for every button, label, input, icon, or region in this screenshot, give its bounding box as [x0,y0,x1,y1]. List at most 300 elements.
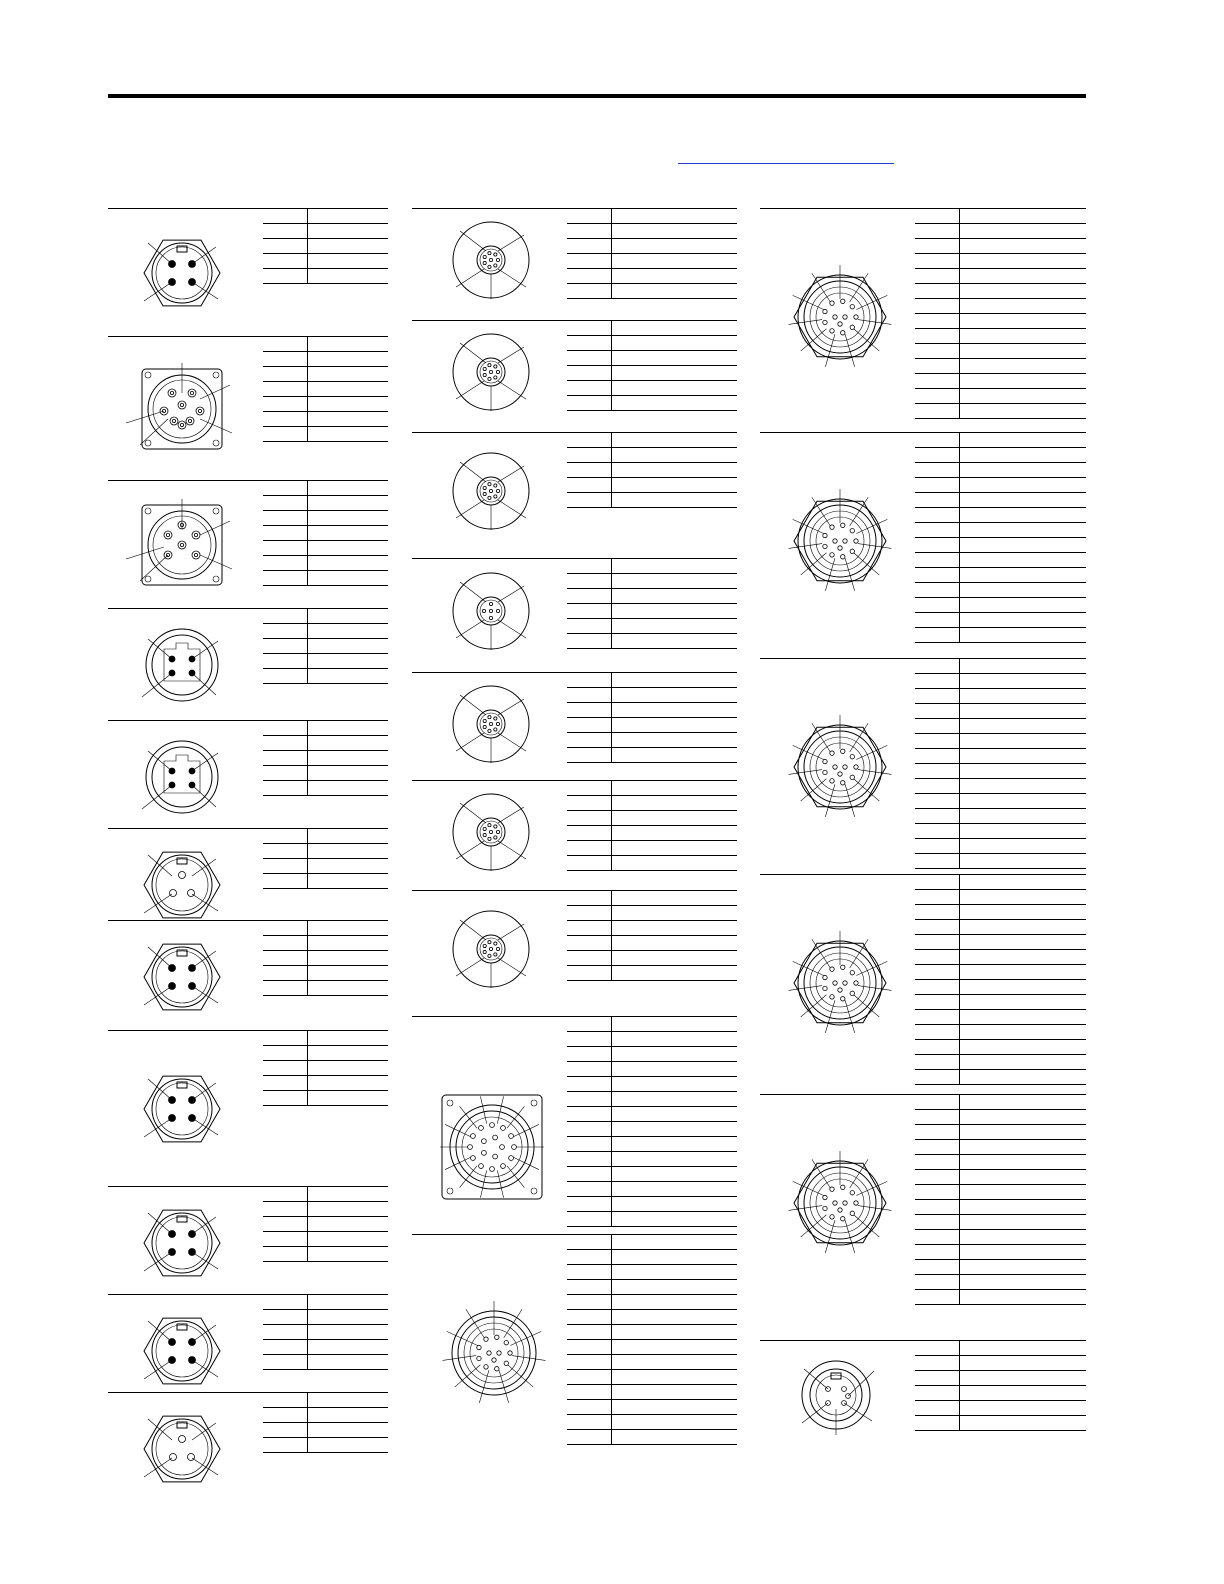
pin-cell [263,1232,308,1247]
pin-cell [567,1265,612,1280]
signal-cell [612,224,738,239]
signal-cell [612,1430,738,1445]
signal-cell [612,1295,738,1310]
signal-cell [612,351,738,366]
signal-cell [960,980,1087,995]
signal-cell [960,1401,1087,1416]
pin-cell [567,1280,612,1295]
pinout-row [567,1340,737,1355]
pin-cell [915,1040,960,1055]
signal-cell [612,921,738,936]
pin-cell [915,433,960,448]
pinout-row [915,854,1086,869]
signal-cell [612,1325,738,1340]
pinout-row [915,448,1086,463]
pinout-row [263,367,388,382]
pin-cell [567,1340,612,1355]
pinout-table [263,921,388,996]
pinout-row [915,1260,1086,1275]
pin-cell [567,1212,612,1227]
pinout-row [915,1245,1086,1260]
pin-cell [263,1076,308,1091]
pinout-row [567,478,737,493]
pin-cell [915,448,960,463]
pinout-row [915,1401,1086,1416]
pinout-row [915,1341,1086,1356]
pin-cell [567,811,612,826]
pin-cell [915,224,960,239]
connector-block-c2-1 [412,208,737,321]
signal-cell [960,1275,1087,1290]
signal-cell [612,1017,738,1032]
pinout-table [567,673,737,763]
pin-cell [567,493,612,508]
connector-block-c3-2 [760,432,1086,659]
pin-cell [915,995,960,1010]
signal-cell [308,1310,389,1325]
pinout-row [915,734,1086,749]
pinout-table [567,209,737,299]
pinout-row [263,209,388,224]
pinout-row [915,824,1086,839]
pinout-row [567,1182,737,1197]
signal-cell [612,589,738,604]
pin-cell [567,351,612,366]
pin-cell [567,733,612,748]
pinout-row [915,359,1086,374]
signal-cell [308,1438,389,1453]
pinout-row [915,1055,1086,1070]
pinout-row [915,719,1086,734]
pinout-row [567,1325,737,1340]
pinout-table [915,209,1086,419]
signal-cell [960,583,1087,598]
pin-cell [915,1185,960,1200]
signal-cell [612,1400,738,1415]
signal-cell [960,890,1087,905]
pinout-table [915,875,1086,1085]
pinout-row [915,478,1086,493]
signal-cell [612,493,738,508]
pin-cell [263,382,308,397]
signal-cell [960,284,1087,299]
pinout-row [263,1061,388,1076]
pinout-row [567,826,737,841]
signal-cell [960,1260,1087,1275]
pin-cell [915,344,960,359]
pin-cell [567,906,612,921]
connector-block-c1-7 [108,920,388,1031]
pinout-row [567,1295,737,1310]
signal-cell [308,1295,389,1310]
pin-cell [915,854,960,869]
signal-cell [960,659,1087,674]
pin-cell [915,239,960,254]
signal-cell [612,1415,738,1430]
pin-cell [263,1247,308,1262]
pinout-row [915,905,1086,920]
pinout-row [567,239,737,254]
pinout-row [263,526,388,541]
pin-cell [915,568,960,583]
signal-cell [960,568,1087,583]
pinout-row [567,269,737,284]
pin-cell [263,751,308,766]
signal-cell [612,1250,738,1265]
pin-cell [263,981,308,996]
signal-cell [612,688,738,703]
signal-cell [960,1245,1087,1260]
pinout-row [567,748,737,763]
signal-cell [308,427,389,442]
pinout-row [915,209,1086,224]
pinout-row [915,314,1086,329]
pinout-row [915,1356,1086,1371]
signal-cell [612,321,738,336]
pin-cell [567,209,612,224]
pinout-row [915,995,1086,1010]
pin-cell [567,433,612,448]
pin-cell [915,583,960,598]
signal-cell [960,1416,1087,1431]
signal-cell [308,766,389,781]
pinout-row [567,1152,737,1167]
pin-cell [567,284,612,299]
pinout-row [915,1230,1086,1245]
pinout-row [915,1200,1086,1215]
pin-cell [915,920,960,935]
signal-cell [612,1310,738,1325]
signal-cell [308,511,389,526]
signal-cell [960,1155,1087,1170]
pinout-row [567,589,737,604]
signal-cell [960,1055,1087,1070]
pinout-row [263,1438,388,1453]
pinout-row [567,841,737,856]
pin-cell [263,781,308,796]
signal-cell [612,1197,738,1212]
pinout-row [915,344,1086,359]
pin-cell [915,794,960,809]
pinout-row [915,284,1086,299]
pin-cell [567,1077,612,1092]
signal-cell [308,1355,389,1370]
signal-cell [612,951,738,966]
pinout-row [263,1076,388,1091]
signal-cell [612,826,738,841]
pin-cell [915,1215,960,1230]
pin-cell [915,1341,960,1356]
pin-cell [915,1055,960,1070]
pin-cell [915,463,960,478]
pinout-row [263,496,388,511]
signal-cell [612,1032,738,1047]
pinout-row [567,1092,737,1107]
pin-cell [567,1250,612,1265]
signal-cell [612,284,738,299]
pin-cell [915,875,960,890]
signal-cell [960,613,1087,628]
pin-cell [915,1155,960,1170]
pinout-row [915,553,1086,568]
pin-cell [263,1031,308,1046]
pinout-row [567,1062,737,1077]
pin-cell [263,337,308,352]
pin-cell [567,966,612,981]
pin-cell [263,624,308,639]
signal-cell [612,1062,738,1077]
signal-cell [612,478,738,493]
signal-cell [960,209,1087,224]
pin-cell [567,1355,612,1370]
pin-cell [263,766,308,781]
signal-cell [612,748,738,763]
signal-cell [612,1152,738,1167]
signal-cell [308,337,389,352]
pin-cell [915,538,960,553]
signal-cell [308,1393,389,1408]
pinout-table [567,781,737,871]
pinout-row [567,951,737,966]
pin-cell [567,1017,612,1032]
signal-cell [960,239,1087,254]
signal-cell [960,1170,1087,1185]
pinout-row [915,704,1086,719]
pin-cell [915,1245,960,1260]
signal-cell [612,336,738,351]
signal-cell [960,1185,1087,1200]
pinout-table [263,1031,388,1106]
connector-block-c3-1 [760,208,1086,433]
pinout-row [915,779,1086,794]
pin-cell [567,239,612,254]
connector-block-c1-2 [108,336,388,481]
pinout-row [567,1235,737,1250]
pin-cell [263,609,308,624]
pinout-row [567,796,737,811]
pinout-row [263,1046,388,1061]
pin-cell [567,1152,612,1167]
pinout-row [567,559,737,574]
signal-cell [612,1137,738,1152]
signal-cell [308,224,389,239]
pinout-row [915,839,1086,854]
pinout-row [915,404,1086,419]
signal-cell [960,329,1087,344]
pinout-row [915,1040,1086,1055]
pinout-row [915,523,1086,538]
pinout-row [263,966,388,981]
pinout-row [567,1167,737,1182]
pinout-table [263,721,388,796]
signal-cell [960,1386,1087,1401]
signal-cell [960,1025,1087,1040]
signal-cell [960,1341,1087,1356]
signal-cell [612,433,738,448]
pinout-row [263,337,388,352]
pin-cell [567,1430,612,1445]
connector-block-c1-10 [108,1294,388,1393]
pin-cell [567,634,612,649]
signal-cell [308,367,389,382]
pinout-row [567,254,737,269]
signal-cell [308,571,389,586]
pinout-row [567,604,737,619]
pin-cell [263,571,308,586]
pinout-row [567,1430,737,1445]
pin-cell [915,478,960,493]
signal-cell [612,619,738,634]
pin-cell [567,396,612,411]
signal-cell [612,1280,738,1295]
connector-face-drawing [102,1399,262,1559]
pin-cell [567,748,612,763]
pin-cell [915,965,960,980]
pinout-row [263,874,388,889]
signal-cell [960,448,1087,463]
signal-cell [612,733,738,748]
connector-block-c1-8 [108,1030,388,1187]
pin-cell [567,781,612,796]
pin-cell [915,1386,960,1401]
pinout-row [915,764,1086,779]
signal-cell [308,496,389,511]
pinout-row [263,669,388,684]
pinout-row [263,254,388,269]
signal-cell [612,1355,738,1370]
pin-cell [915,1125,960,1140]
pin-cell [263,1355,308,1370]
signal-cell [960,254,1087,269]
pinout-row [567,433,737,448]
pinout-table [567,1017,737,1227]
signal-cell [308,481,389,496]
pin-cell [263,1046,308,1061]
pinout-row [263,1217,388,1232]
pin-cell [567,1122,612,1137]
pinout-table [915,1341,1086,1431]
pin-cell [263,1408,308,1423]
pinout-row [915,269,1086,284]
pin-cell [567,936,612,951]
pin-cell [915,523,960,538]
signal-cell [960,553,1087,568]
pin-cell [915,1371,960,1386]
signal-cell [612,906,738,921]
pin-cell [567,796,612,811]
signal-cell [612,673,738,688]
pinout-row [567,891,737,906]
signal-cell [308,412,389,427]
connector-block-c3-3 [760,658,1086,875]
pin-cell [915,404,960,419]
pin-cell [915,950,960,965]
pinout-row [567,1310,737,1325]
connector-block-c2-7 [412,890,737,1017]
pinout-row [567,1137,737,1152]
signal-cell [308,781,389,796]
signal-cell [960,920,1087,935]
pin-cell [567,1235,612,1250]
pinout-row [567,921,737,936]
pin-cell [263,966,308,981]
signal-cell [612,239,738,254]
signal-cell [960,463,1087,478]
pinout-row [915,1386,1086,1401]
pin-cell [915,314,960,329]
pin-cell [915,839,960,854]
pinout-row [915,965,1086,980]
pinout-row [915,1070,1086,1085]
pin-cell [263,844,308,859]
signal-cell [612,366,738,381]
signal-cell [612,574,738,589]
pin-cell [567,1400,612,1415]
pin-cell [915,269,960,284]
pin-cell [567,254,612,269]
pinout-row [567,936,737,951]
pinout-row [263,511,388,526]
connector-block-c1-4 [108,608,388,721]
signal-cell [612,936,738,951]
pin-cell [915,779,960,794]
pinout-row [263,781,388,796]
pinout-row [263,571,388,586]
signal-cell [612,1212,738,1227]
pinout-row [915,980,1086,995]
signal-cell [612,781,738,796]
pinout-row [263,981,388,996]
connector-block-c1-3 [108,480,388,609]
pinout-row [915,613,1086,628]
signal-cell [612,396,738,411]
pinout-row [263,844,388,859]
pinout-table [567,1235,737,1445]
hyperlink-underline[interactable] [678,163,894,164]
pin-cell [567,559,612,574]
signal-cell [612,1107,738,1122]
signal-cell [308,1408,389,1423]
pin-cell [567,1167,612,1182]
signal-cell [612,254,738,269]
connector-block-c3-4 [760,874,1086,1095]
signal-cell [960,935,1087,950]
pin-cell [915,1230,960,1245]
pinout-row [915,1155,1086,1170]
pinout-row [915,890,1086,905]
pin-cell [263,1061,308,1076]
pin-cell [567,1415,612,1430]
pin-cell [567,673,612,688]
pinout-row [915,254,1086,269]
signal-cell [612,703,738,718]
connector-face-drawing [762,259,922,419]
pin-cell [263,921,308,936]
pinout-row [263,951,388,966]
pin-cell [567,856,612,871]
pin-cell [567,381,612,396]
pinout-row [915,875,1086,890]
signal-cell [308,1423,389,1438]
connector-block-c2-3 [412,432,737,559]
pinout-row [915,674,1086,689]
pin-cell [915,598,960,613]
signal-cell [308,1232,389,1247]
pin-cell [915,1095,960,1110]
pin-cell [567,321,612,336]
signal-cell [308,397,389,412]
pin-cell [263,496,308,511]
